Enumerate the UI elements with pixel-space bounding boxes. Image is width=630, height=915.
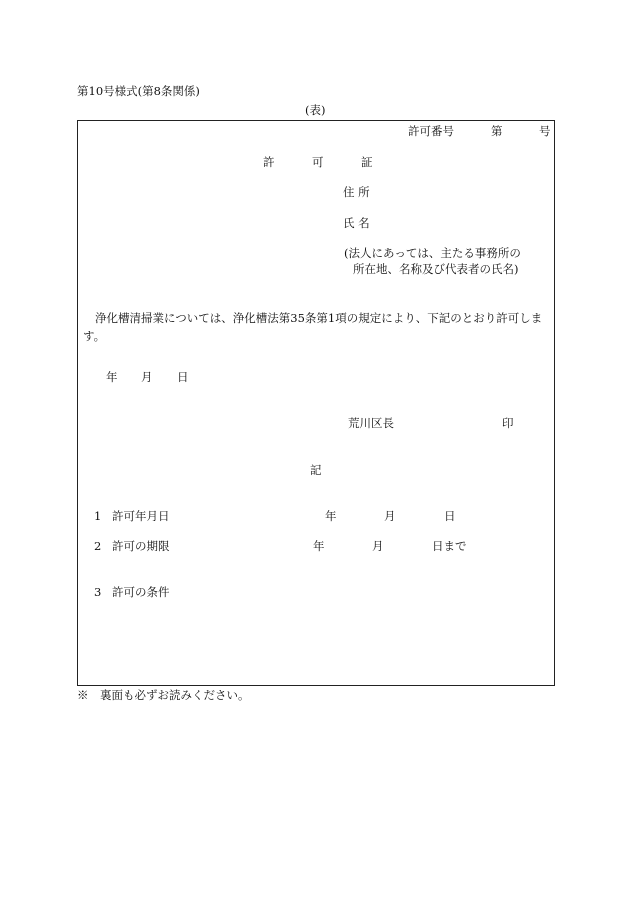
permit-frame xyxy=(77,120,555,686)
item-2-label: 許可の期限 xyxy=(112,539,170,553)
title-char-3: 証 xyxy=(361,155,373,169)
item-2-day: 日まで xyxy=(432,539,467,553)
name-label: 氏 名 xyxy=(343,216,370,230)
item-2-number: 2 xyxy=(94,539,102,553)
permit-number-suffix: 号 xyxy=(539,124,551,138)
body-text: 浄化槽清掃業については、浄化槽法第35条第1項の規定により、下記のとおり許可します。 xyxy=(83,311,543,343)
item-1-year: 年 xyxy=(325,509,337,523)
permit-number-prefix: 第 xyxy=(491,124,503,138)
item-3-label: 許可の条件 xyxy=(112,585,170,599)
item-2-month: 月 xyxy=(372,539,384,553)
item-1-number: 1 xyxy=(94,509,102,523)
record-heading: 記 xyxy=(310,463,322,477)
item-3-number: 3 xyxy=(94,585,102,599)
corp-note-line2: 所在地、名称及び代表者の氏名) xyxy=(353,262,519,276)
issuer-name: 荒川区長 xyxy=(348,416,394,430)
item-2-year: 年 xyxy=(313,539,325,553)
title-char-2: 可 xyxy=(312,155,324,169)
corp-note-line1: (法人にあっては、主たる事務所の xyxy=(344,246,521,260)
form-label: 第10号様式(第8条関係) xyxy=(77,84,200,98)
item-1-label: 許可年月日 xyxy=(112,509,170,523)
title-char-1: 許 xyxy=(263,155,275,169)
footnote: ※ 裏面も必ずお読みください。 xyxy=(77,688,250,702)
issue-month: 月 xyxy=(141,370,153,384)
address-label: 住 所 xyxy=(343,185,370,199)
permit-number-label: 許可番号 xyxy=(408,124,454,138)
issue-year: 年 xyxy=(106,370,118,384)
side-label: (表) xyxy=(305,103,326,117)
seal-mark: 印 xyxy=(502,416,514,430)
issue-day: 日 xyxy=(177,370,189,384)
item-1-month: 月 xyxy=(384,509,396,523)
item-1-day: 日 xyxy=(444,509,456,523)
